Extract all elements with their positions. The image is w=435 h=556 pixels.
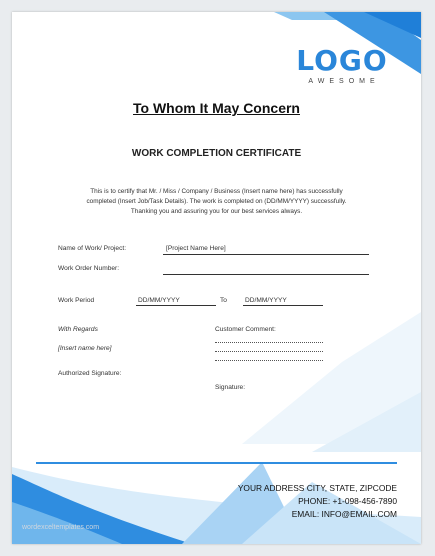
period-to-label: To (220, 297, 227, 304)
period-to-value[interactable]: DD/MM/YYYY (245, 297, 287, 304)
work-name-label: Name of Work/ Project: (58, 245, 127, 252)
certificate-body (60, 187, 373, 217)
logo-tagline: AWESOME (308, 78, 380, 85)
certificate-subtitle: WORK COMPLETION CERTIFICATE (131, 148, 302, 159)
body-line-3: Thanking you and assuring you for our best services always. (130, 208, 303, 215)
phone-text: PHONE: +1-098-456-7890 (298, 496, 397, 506)
certificate-page (12, 12, 421, 544)
comment-line-2[interactable] (215, 351, 323, 352)
body-line-1: This is to certify that Mr. / Miss / Company / Business (Insert name here) has successfully (90, 188, 343, 195)
period-from-line (136, 305, 216, 306)
body-line-2: completed (Insert Job/Task Details). The work is completed on (DD/MM/YYYY) successfully. (86, 198, 347, 205)
work-order-label: Work Order Number: (58, 265, 120, 272)
work-name-line (163, 254, 369, 255)
period-to-line (243, 305, 323, 306)
footer-divider (36, 462, 397, 464)
contact-block (238, 482, 397, 521)
logo-text: LOGO (296, 44, 388, 77)
work-name-value[interactable]: [Project Name Here] (166, 245, 226, 252)
decorative-shapes (12, 12, 421, 544)
work-period-label: Work Period (58, 297, 95, 304)
signature-label: Signature: (215, 384, 246, 391)
signer-name[interactable]: [Insert name here] (58, 345, 112, 352)
watermark-text: wordexceltemplates.com (22, 524, 100, 531)
company-logo (292, 46, 392, 85)
page-title: To Whom It May Concern (133, 100, 300, 116)
customer-comment-label: Customer Comment: (215, 326, 276, 333)
period-from-value[interactable]: DD/MM/YYYY (138, 297, 180, 304)
comment-line-1[interactable] (215, 342, 323, 343)
email-text: EMAIL: INFO@EMAIL.COM (291, 509, 397, 519)
authorized-signature-label: Authorized Signature: (58, 370, 122, 377)
address-text: YOUR ADDRESS CITY, STATE, ZIPCODE (237, 483, 397, 493)
comment-line-3[interactable] (215, 360, 323, 361)
regards-text: With Regards (58, 326, 98, 333)
work-order-line[interactable] (163, 274, 369, 275)
